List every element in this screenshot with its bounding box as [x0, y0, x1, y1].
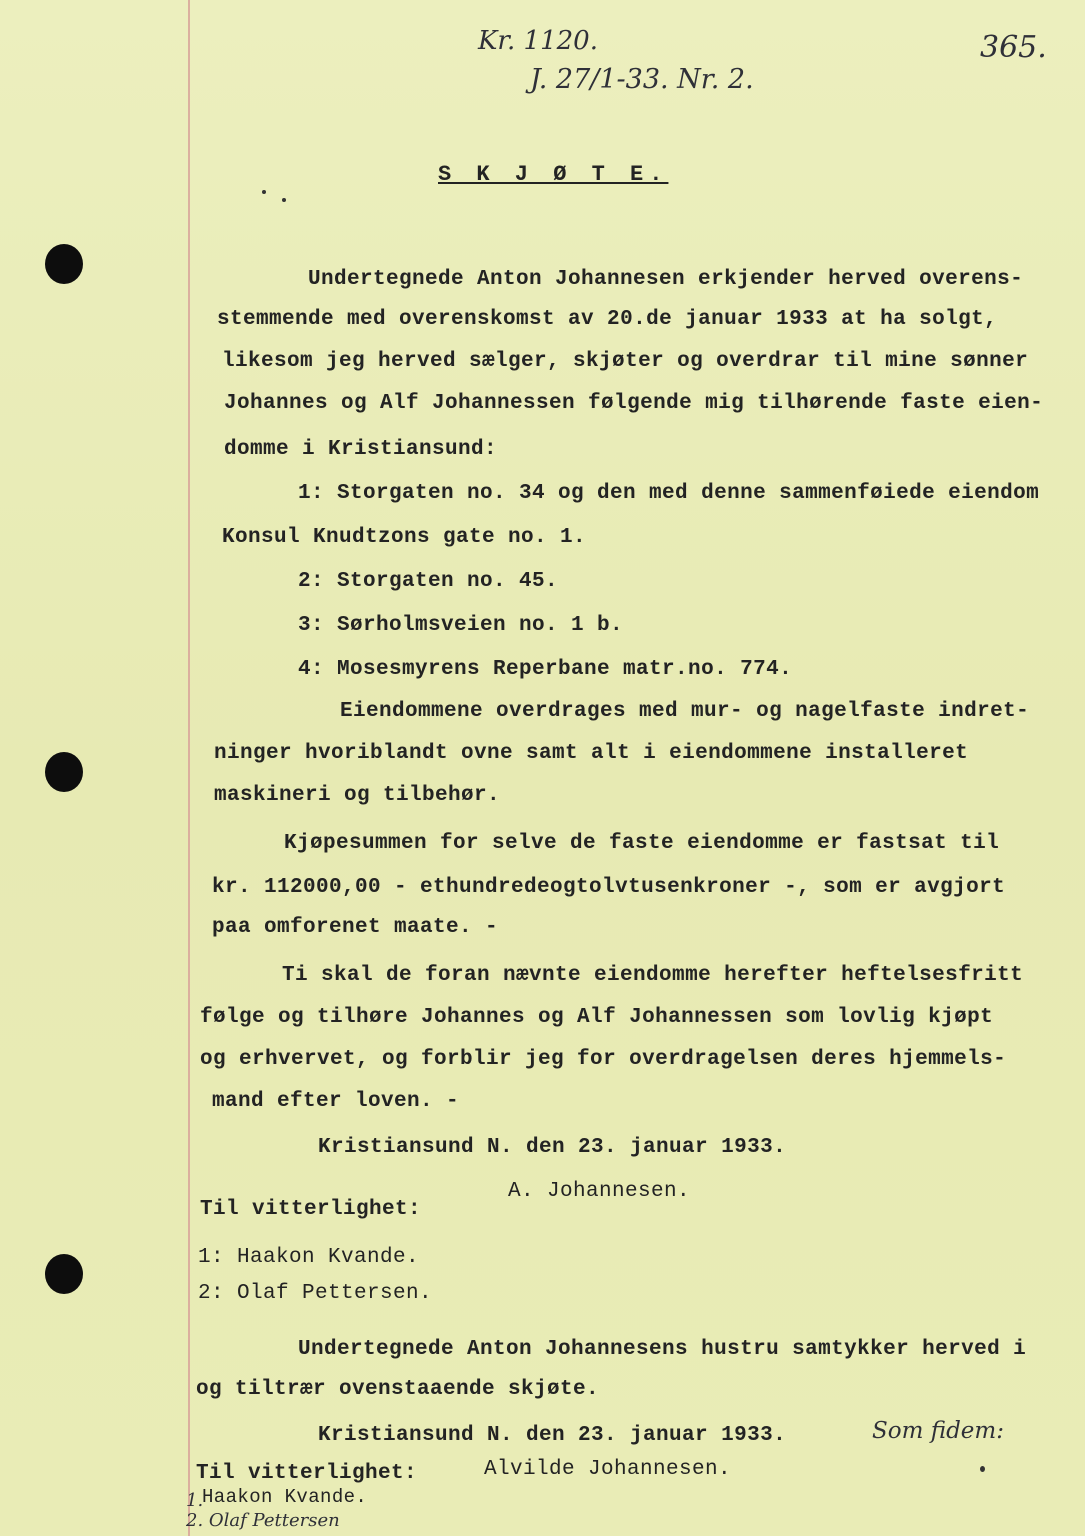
punch-hole	[45, 244, 83, 284]
body-line: følge og tilhøre Johannes og Alf Johannessen som lovlig kjøpt	[200, 1006, 994, 1029]
body-line: Kjøpesummen for selve de faste eiendomme er fastsat til	[284, 832, 1000, 855]
body-line: Eiendommene overdrages med mur- og nagelfaste indret-	[340, 700, 1030, 723]
property-item: 1: Storgaten no. 34 og den med denne sammenføiede eiendom	[298, 482, 1040, 505]
witness-line: 1: Haakon Kvande.	[198, 1246, 420, 1269]
body-line: maskineri og tilbehør.	[214, 784, 501, 807]
body-line: og erhvervet, og forblir jeg for overdragelsen deres hjemmels-	[200, 1048, 1007, 1071]
body-line: stemmende med overenskomst av 20.de januar 1933 at ha solgt,	[217, 308, 998, 331]
wife-signature: Alvilde Johannesen.	[484, 1458, 732, 1481]
page-number: 365.	[980, 30, 1047, 65]
body-line: paa omforenet maate. -	[212, 916, 499, 939]
body-line: Konsul Knudtzons gate no. 1.	[222, 526, 587, 549]
punch-hole	[45, 752, 83, 792]
margin-rule	[188, 0, 190, 1536]
body-line: Ti skal de foran nævnte eiendomme herefter heftelsesfritt	[282, 964, 1024, 987]
handwritten-annotation: Som fidem:	[872, 1418, 1004, 1444]
registration-note: J. 27/1-33. Nr. 2.	[530, 64, 754, 95]
seller-signature: A. Johannesen.	[508, 1180, 691, 1203]
body-line: Johannes og Alf Johannessen følgende mig tilhørende faste eien-	[224, 392, 1044, 415]
body-line: ninger hvoriblandt ovne samt alt i eiendommene installeret	[214, 742, 969, 765]
property-item: 2: Storgaten no. 45.	[298, 570, 559, 593]
body-line: Undertegnede Anton Johannesen erkjender herved overens-	[308, 268, 1024, 291]
body-line: domme i Kristiansund:	[224, 438, 498, 461]
place-date: Kristiansund N. den 23. januar 1933.	[318, 1136, 787, 1159]
body-line: Undertegnede Anton Johannesens hustru samtykker herved i	[298, 1338, 1027, 1361]
ink-speck	[980, 1466, 985, 1472]
witness-line: 2: Olaf Pettersen.	[198, 1282, 433, 1305]
witness-line: Haakon Kvande.	[202, 1486, 368, 1508]
place-date: Kristiansund N. den 23. januar 1933.	[318, 1424, 787, 1447]
body-line: likesom jeg herved sælger, skjøter og overdrar til mine sønner	[222, 350, 1029, 373]
body-line: kr. 112000,00 - ethundredeogtolvtusenkroner -, som er avgjort	[212, 876, 1006, 899]
witness-heading: Til vitterlighet:	[196, 1462, 418, 1485]
body-line: mand efter loven. -	[212, 1090, 460, 1113]
punch-hole	[45, 1254, 83, 1294]
witness-heading: Til vitterlighet:	[200, 1198, 422, 1221]
ink-speck	[262, 190, 266, 194]
handwritten-witness-signature: 2. Olaf Pettersen	[186, 1510, 340, 1531]
handwritten-witness-number: 1.	[186, 1490, 204, 1511]
body-line: og tiltrær ovenstaaende skjøte.	[196, 1378, 600, 1401]
ink-speck	[282, 198, 286, 202]
case-number: Kr. 1120.	[478, 26, 598, 56]
document-title: S K J Ø T E.	[438, 162, 669, 187]
property-item: 4: Mosesmyrens Reperbane matr.no. 774.	[298, 658, 793, 681]
property-item: 3: Sørholmsveien no. 1 b.	[298, 614, 624, 637]
